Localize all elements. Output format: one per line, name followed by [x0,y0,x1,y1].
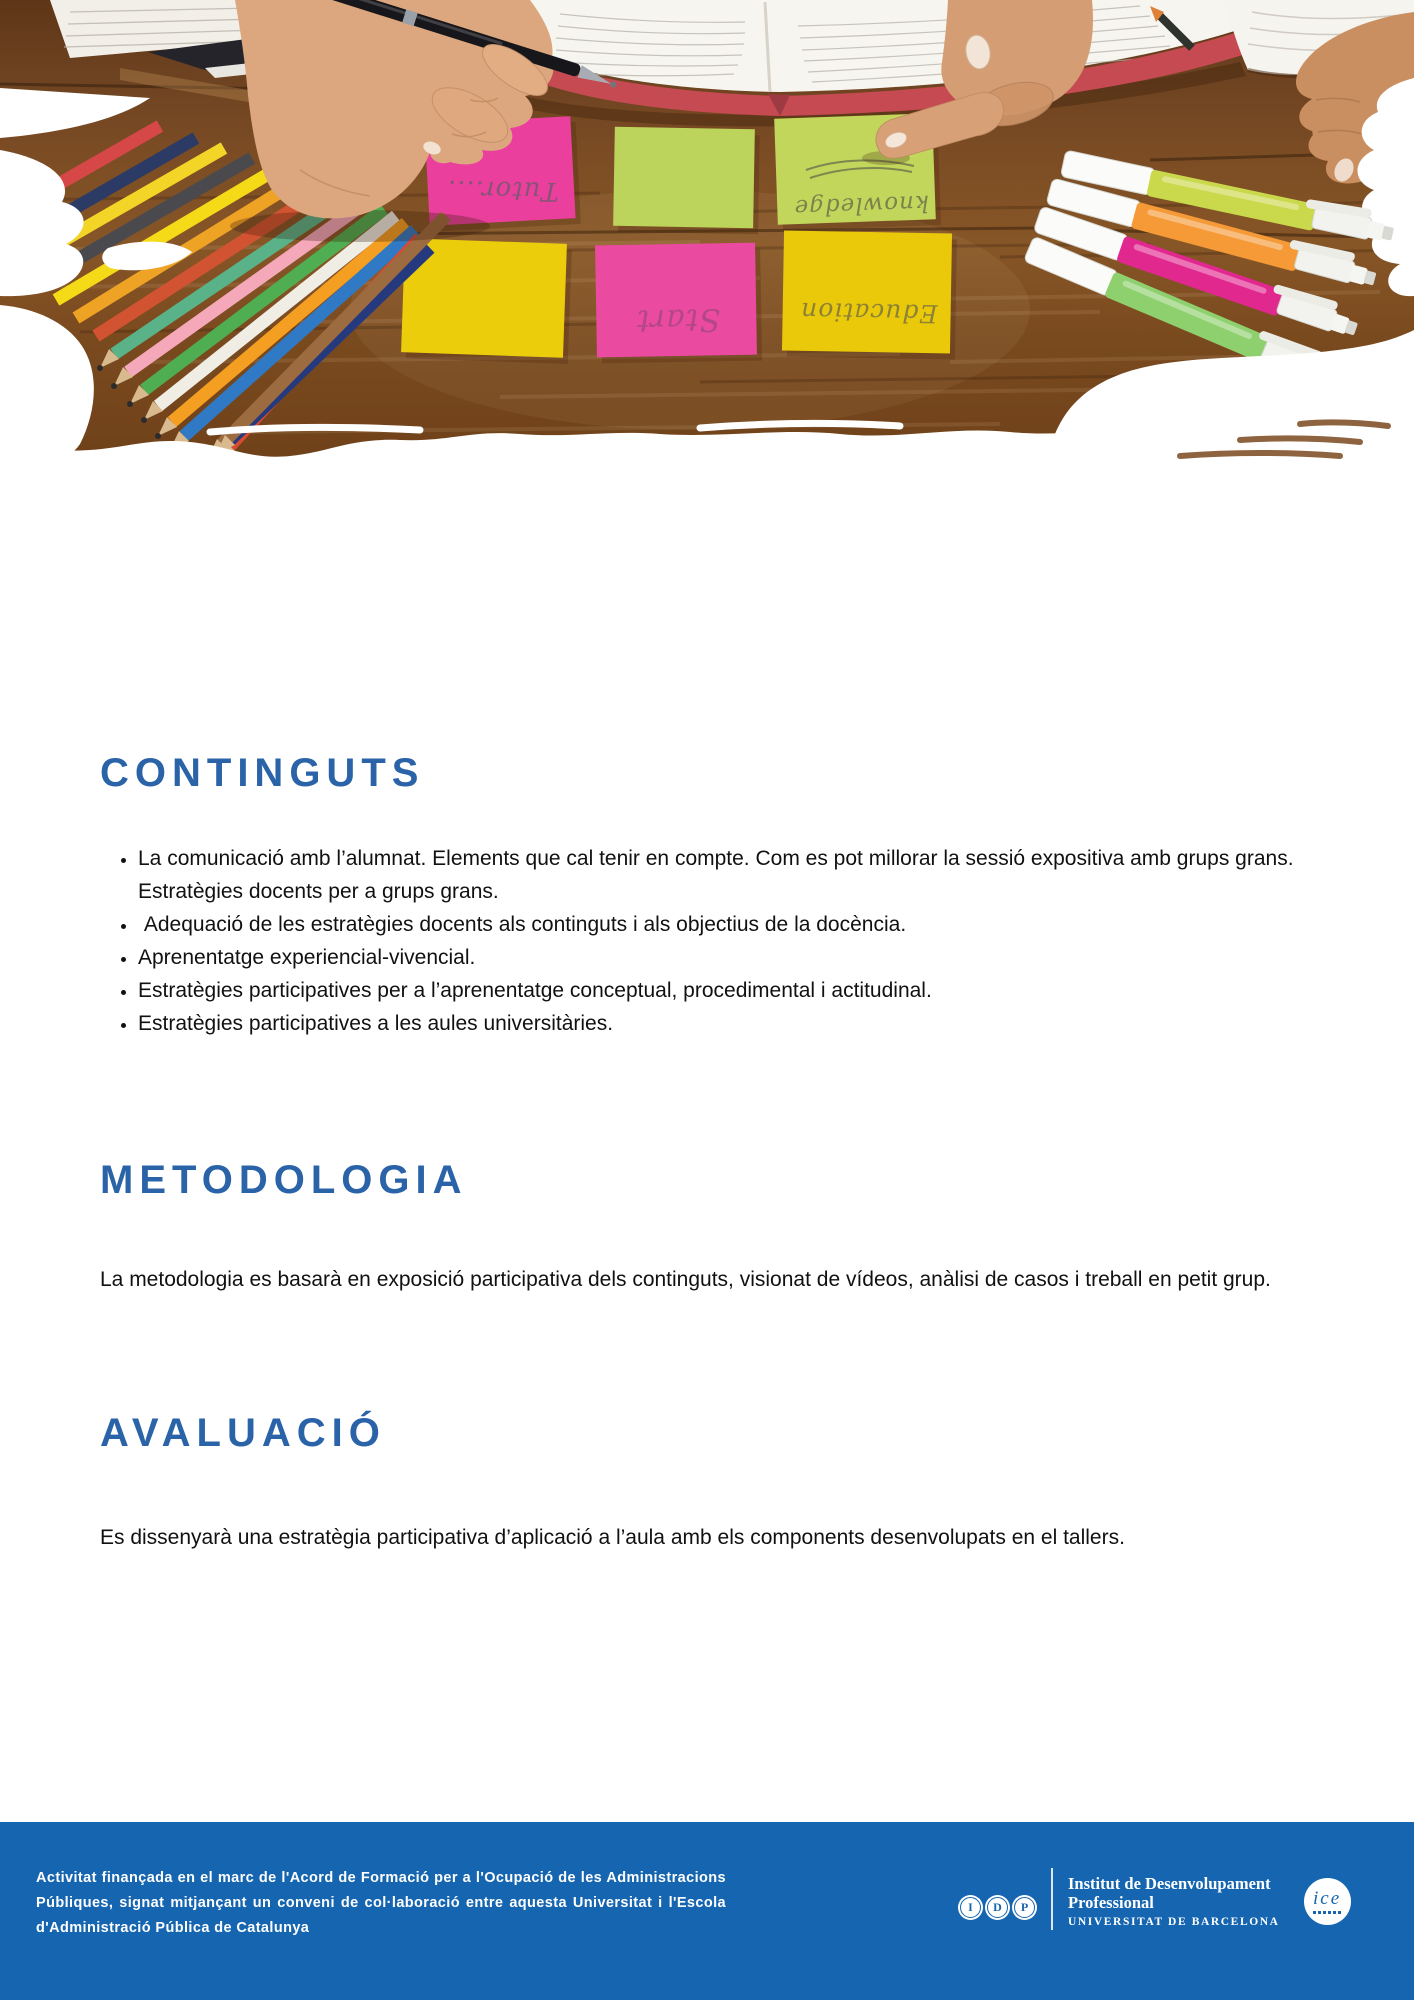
list-item: • Adequació de les estratègies docents als continguts i als objectius de la docència. [138,908,1338,941]
note-word-education: Education [799,296,938,329]
note-word-start: Start [635,301,721,339]
idp-name-line2: Professional [1068,1893,1154,1912]
idp-logo [958,1895,1037,1920]
idp-circle-i: I [958,1895,983,1920]
footer [0,1822,1414,2000]
continguts-list [100,842,1338,1040]
ice-logo [1304,1878,1351,1925]
logo-divider [1051,1868,1053,1930]
section-title-continguts: CONTINGUTS [100,751,425,795]
idp-name-line1: Institut de Desenvolupament [1068,1874,1271,1893]
ice-dots [1313,1911,1341,1914]
section-title-metodologia: METODOLOGIA [100,1158,468,1202]
note-word-knowledge: knowledge [793,189,930,221]
funding-line: d'Administració Pública de Catalunya [36,1920,310,1936]
idp-circle-p: P [1012,1895,1037,1920]
idp-university: UNIVERSITAT DE BARCELONA [1068,1916,1280,1928]
section-title-avaluacio: AVALUACIÓ [100,1411,386,1455]
funding-text [36,1866,726,1941]
idp-wordmark [1068,1874,1280,1928]
avaluacio-paragraph: Es dissenyarà una estratègia participativa d’aplicació a l’aula amb els components desenvolupats en el tallers. [100,1526,1125,1549]
idp-circle-d: D [985,1895,1010,1920]
funding-line: Activitat finançada en el marc de l'Acord de Formació per a l'Ocupació de les Administracions [36,1870,726,1886]
desk-photo-illustration [0,0,1414,470]
metodologia-paragraph: La metodologia es basarà en exposició participativa dels continguts, visionat de vídeos, anàlisi de casos i treball en petit grup. [100,1268,1271,1291]
note-word-tutor: Tutor.... [446,174,560,206]
footer-logos [958,1868,1351,1930]
list-item: • Estratègies participatives per a l’aprenentatge conceptual, procedimental i actitudinal. [138,974,1338,1007]
hero-photo [0,0,1414,470]
ice-label: ice [1313,1888,1342,1910]
list-item: • La comunicació amb l’alumnat. Elements que cal tenir en compte. Com es pot millorar la sessió expositiva amb grups grans. Estratègies docents per a grups grans. [138,842,1338,908]
list-item: • Estratègies participatives a les aules universitàries. [138,1007,1338,1040]
funding-line: Públiques, signat mitjançant un conveni de col·laboració entre aquesta Universitat i l'Escola [36,1895,726,1911]
list-item: • Aprenentatge experiencial-vivencial. [138,941,1338,974]
